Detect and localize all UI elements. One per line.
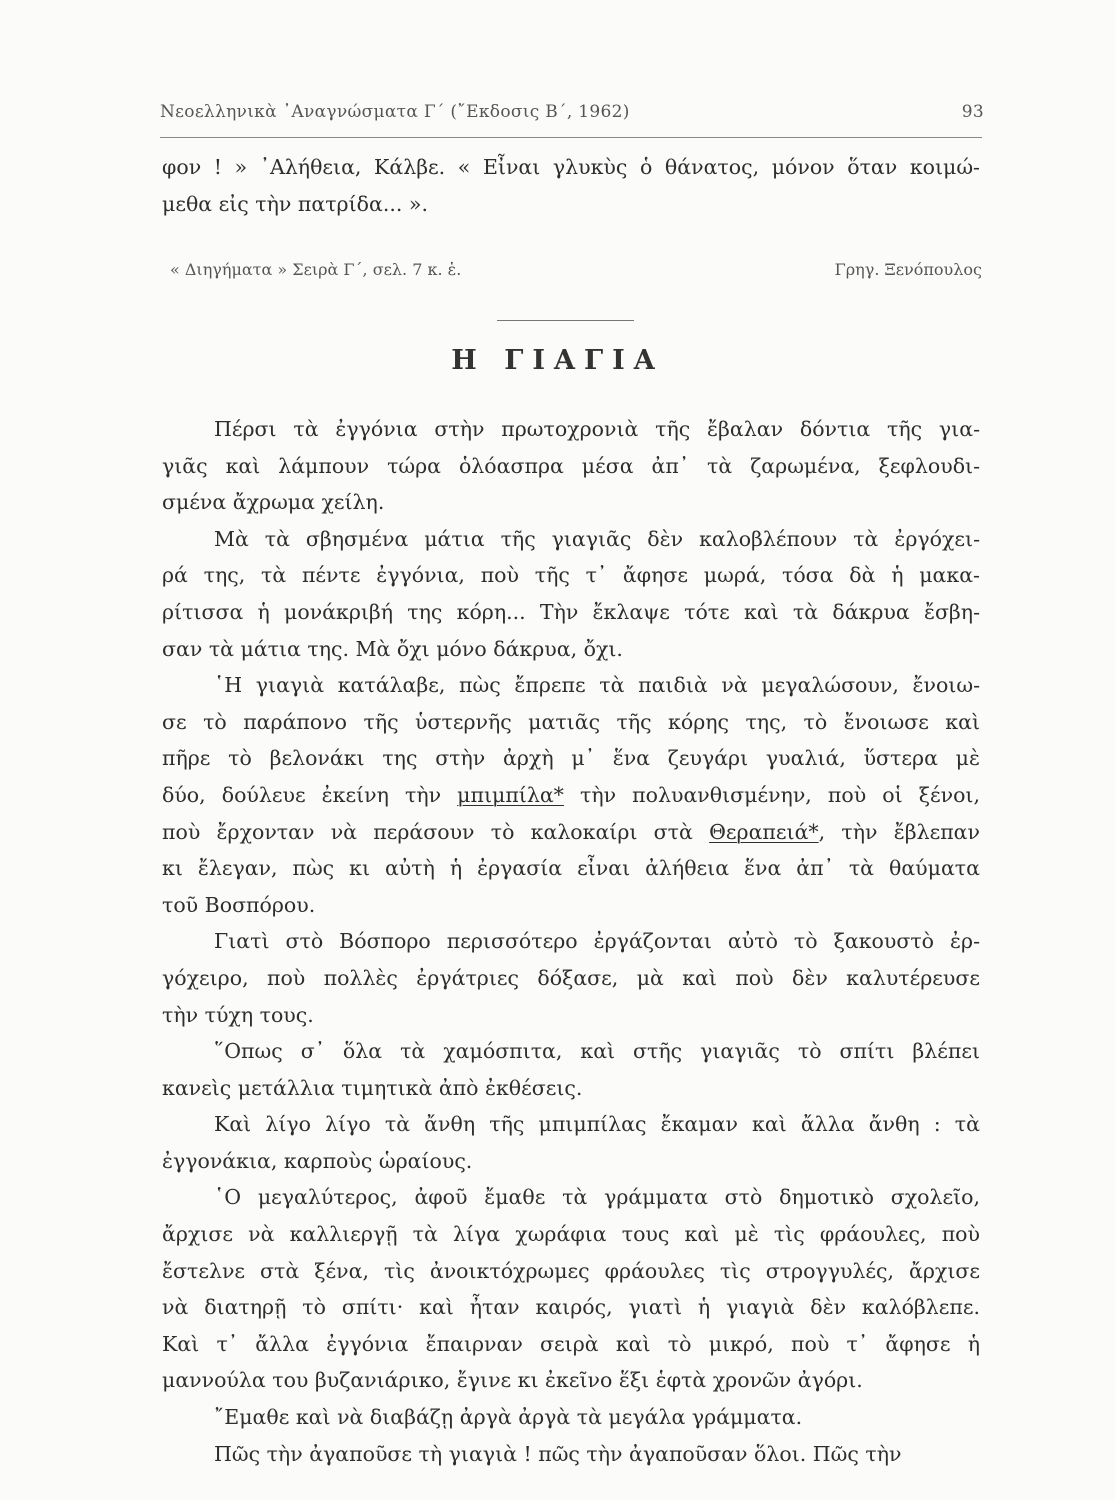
text-line: ἄρχισε νὰ καλλιεργῇ τὰ λίγα χωράφια τους καὶ μὲ τὶς φράουλες, ποὺ xyxy=(162,1222,980,1247)
previous-story-ending xyxy=(162,149,980,222)
paragraph-first-line: Καὶ λίγο λίγο τὰ ἄνθη τῆς μπιμπίλας ἔκαμαν καὶ ἄλλα ἄνθη : τὰ xyxy=(214,1112,980,1137)
text-line: μαννούλα του βυζανιάρικο, ἔγινε κι ἐκεῖνο ἕξι ἑφτὰ χρονῶν ἀγόρι. xyxy=(162,1368,863,1393)
text-line: σε τὸ παράπονο τῆς ὑστερνῆς ματιᾶς τῆς κόρης της, τὸ ἔνοιωσε καὶ xyxy=(162,709,980,734)
paragraph-first-line: ῾Η γιαγιὰ κατάλαβε, πὼς ἔπρεπε τὰ παιδιὰ νὰ μεγαλώσουν, ἔνοιω- xyxy=(214,673,980,698)
story-title: Η ΓΙΑΓΙΑ xyxy=(451,345,664,376)
paragraph-first-line: ῞Οπως σ᾿ ὅλα τὰ χαμόσπιτα, καὶ στῆς γιαγιᾶς τὸ σπίτι βλέπει xyxy=(214,1039,980,1064)
paragraph-first-line: Πῶς τὴν ἀγαποῦσε τὴ γιαγιὰ ! πῶς τὴν ἀγαποῦσαν ὅλοι. Πῶς τὴν xyxy=(214,1441,902,1466)
text-line: γόχειρο, ποὺ πολλὲς ἐργάτριες δόξασε, μὰ καὶ ποὺ δὲν καλυτέρευσε xyxy=(162,965,980,990)
text-line: κανεὶς μετάλλια τιμητικὰ ἀπὸ ἐκθέσεις. xyxy=(162,1075,583,1100)
text-line: πῆρε τὸ βελονάκι της στὴν ἀρχὴ μ᾿ ἕνα ζευγάρι γυαλιά, ὕστερα μὲ xyxy=(162,746,980,771)
text-line: φον ! » ᾿Αλήθεια, Κάλβε. « Εἶναι γλυκὺς ὁ θάνατος, μόνον ὅταν κοιμώ- xyxy=(162,155,980,179)
paragraph-first-line: ῾Ο μεγαλύτερος, ἀφοῦ ἔμαθε τὰ γράμματα στὸ δημοτικὸ σχολεῖο, xyxy=(214,1185,980,1210)
running-head xyxy=(160,102,992,128)
text-line: Καὶ τ᾿ ἄλλα ἐγγόνια ἔπαιρναν σειρὰ καὶ τὸ μικρό, ποὺ τ᾿ ἄφησε ἡ xyxy=(162,1331,980,1356)
text-line: ποὺ ἔρχονταν νὰ περάσουν τὸ καλοκαίρι στὰ Θεραπειά*, τὴν ἔβλεπαν xyxy=(162,819,980,844)
story-body xyxy=(162,411,980,1472)
text-line: νὰ διατηρῇ τὸ σπίτι· καὶ ἦταν καιρός, γιατὶ ἡ γιαγιὰ δὲν καλόβλεπε. xyxy=(162,1295,980,1320)
paragraph-first-line: Γιατὶ στὸ Βόσπορο περισσότερο ἐργάζονται αὐτὸ τὸ ξακουστὸ ἐρ- xyxy=(214,929,980,954)
text-line: μεθα εἰς τὴν πατρίδα... ». xyxy=(162,191,428,216)
text-line: τὴν τύχη τους. xyxy=(162,1002,314,1027)
text-line: ρίτισσα ἡ μονάκριβή της κόρη... Τὴν ἔκλαψε τότε καὶ τὰ δάκρυα ἔσβη- xyxy=(162,599,980,624)
attribution xyxy=(170,260,982,286)
text-line: ἔστελνε στὰ ξένα, τὶς ἀνοικτόχρωμες φράουλες τὶς στρογγυλές, ἄρχισε xyxy=(162,1258,980,1283)
paragraph-first-line: ῎Εμαθε καὶ νὰ διαβάζῃ ἀργὰ ἀργὰ τὰ μεγάλα γράμματα. xyxy=(214,1405,803,1430)
running-head-title: Νεοελληνικὰ ᾿Αναγνώσματα Γ΄ (῎Εκδοσις Β΄, 1962) xyxy=(160,102,630,122)
attribution-author: Γρηγ. Ξενόπουλος xyxy=(834,260,982,279)
header-rule xyxy=(160,137,982,138)
text-line: δύο, δούλευε ἐκείνη τὴν μπιμπίλα* τὴν πολυανθισμένην, ποὺ οἱ ξένοι, xyxy=(162,782,980,807)
paragraph-first-line: Πέρσι τὰ ἐγγόνια στὴν πρωτοχρονιὰ τῆς ἔβαλαν δόντια τῆς για- xyxy=(214,417,980,441)
text-line: σμένα ἄχρωμα χείλη. xyxy=(162,490,385,515)
attribution-source: « Διηγήματα » Σειρὰ Γ΄, σελ. 7 κ. ἑ. xyxy=(170,260,462,279)
paragraph-first-line: Μὰ τὰ σβησμένα μάτια τῆς γιαγιᾶς δὲν καλοβλέπουν τὰ ἐργόχει- xyxy=(214,526,980,551)
footnoted-word: Θεραπειά* xyxy=(709,819,819,844)
text-line: γιᾶς καὶ λάμπουν τώρα ὁλόασπρα μέσα ἀπ᾿ τὰ ζαρωμένα, ξεφλουδι- xyxy=(162,453,980,478)
footnoted-word: μπιμπίλα* xyxy=(457,782,564,807)
text-line: κι ἔλεγαν, πὼς κι αὐτὴ ἡ ἐργασία εἶναι ἀλήθεια ἕνα ἀπ᾿ τὰ θαύματα xyxy=(162,856,980,881)
text-line: ἐγγονάκια, καρποὺς ὡραίους. xyxy=(162,1148,473,1173)
section-divider xyxy=(497,320,634,321)
text-line: τοῦ Βοσπόρου. xyxy=(162,892,316,917)
text-line: σαν τὰ μάτια της. Μὰ ὄχι μόνο δάκρυα, ὄχι. xyxy=(162,636,623,661)
text-line: ρά της, τὰ πέντε ἐγγόνια, ποὺ τῆς τ᾿ ἄφησε μωρά, τόσα δὰ ἡ μακα- xyxy=(162,563,980,588)
page-number: 93 xyxy=(961,102,984,122)
